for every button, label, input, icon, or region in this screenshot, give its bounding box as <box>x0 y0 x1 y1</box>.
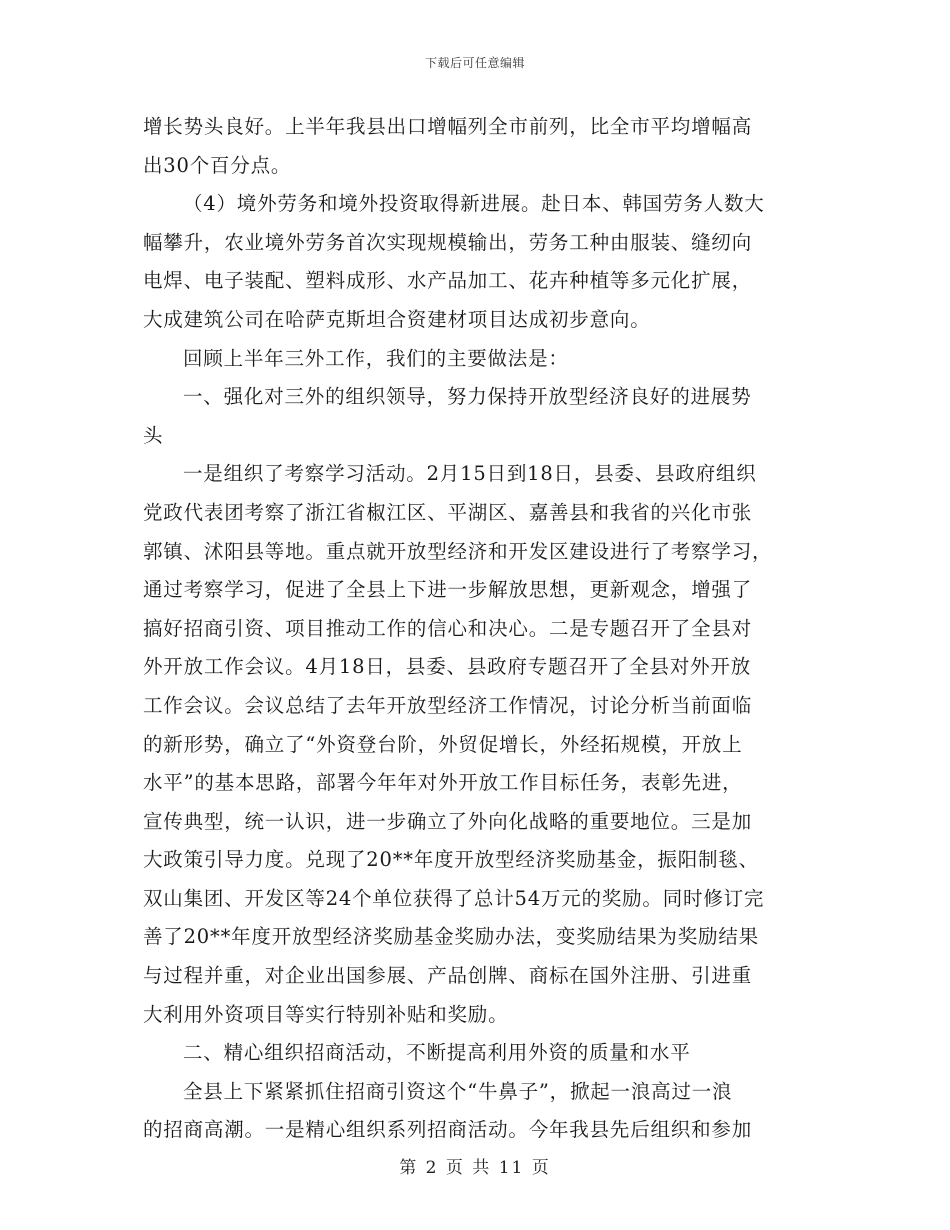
body-line: 工作会议。会议总结了去年开放型经济工作情况，讨论分析当前面临 <box>143 693 753 717</box>
body-line: 大利用外资项目等实行特别补贴和奖励。 <box>143 1002 509 1026</box>
body-line: （4）境外劳务和境外投资取得新进展。赴日本、韩国劳务人数大 <box>183 192 765 216</box>
body-line: 宣传典型，统一认识，进一步确立了外向化战略的重要地位。三是加 <box>143 809 753 833</box>
body-line: 水平”的基本思路，部署今年年对外开放工作目标任务，表彰先进， <box>143 771 743 795</box>
body-line: 出30个百分点。 <box>143 153 292 177</box>
body-line: 双山集团、开发区等24个单位获得了总计54万元的奖励。同时修订完 <box>143 886 765 910</box>
section-heading-1: 一、强化对三外的组织领导，努力保持开放型经济良好的进展势 <box>183 385 752 409</box>
page-header-note: 下载后可任意编辑 <box>424 56 525 70</box>
document-body <box>143 108 813 1150</box>
body-line: 郭镇、沭阳县等地。重点就开放型经济和开发区建设进行了考察学习， <box>143 539 773 563</box>
page-number: 第 2 页 共 11 页 <box>399 1158 551 1178</box>
body-line: 搞好招商引资、项目推动工作的信心和决心。二是专题召开了全县对 <box>143 616 753 640</box>
body-line: 一是组织了考察学习活动。2月15日到18日，县委、县政府组织 <box>183 462 757 486</box>
body-line: 幅攀升，农业境外劳务首次实现规模输出，劳务工种由服装、缝纫向 <box>143 230 753 254</box>
body-line: 大成建筑公司在哈萨克斯坦合资建材项目达成初步意向。 <box>143 307 651 331</box>
body-line: 回顾上半年三外工作，我们的主要做法是： <box>183 346 569 370</box>
body-line: 的招商高潮。一是精心组织系列招商活动。今年我县先后组织和参加 <box>143 1118 753 1142</box>
body-line: 善了20**年度开放型经济奖励基金奖励办法，变奖励结果为奖励结果 <box>143 925 759 949</box>
body-line: 电焊、电子装配、塑料成形、水产品加工、花卉种植等多元化扩展， <box>143 269 753 293</box>
body-line: 外开放工作会议。4月18日，县委、县政府专题召开了全县对外开放 <box>143 655 752 679</box>
body-line: 通过考察学习，促进了全县上下进一步解放思想，更新观念，增强了 <box>143 578 753 602</box>
section-heading-1-cont: 头 <box>143 423 164 447</box>
body-line: 党政代表团考察了浙江省椒江区、平湖区、嘉善县和我省的兴化市张 <box>143 500 753 524</box>
body-line: 的新形势，确立了“外资登台阶，外贸促增长，外经拓规模，开放上 <box>143 732 743 756</box>
body-line: 大政策引导力度。兑现了20**年度开放型经济奖励基金，振阳制毯、 <box>143 848 759 872</box>
body-line: 与过程并重，对企业出国参展、产品创牌、商标在国外注册、引进重 <box>143 964 753 988</box>
body-line: 全县上下紧紧抓住招商引资这个“牛鼻子”，掀起一浪高过一浪 <box>183 1079 733 1103</box>
body-line: 增长势头良好。上半年我县出口增幅列全市前列，比全市平均增幅高 <box>143 115 753 138</box>
section-heading-2: 二、精心组织招商活动，不断提高利用外资的质量和水平 <box>183 1041 691 1065</box>
